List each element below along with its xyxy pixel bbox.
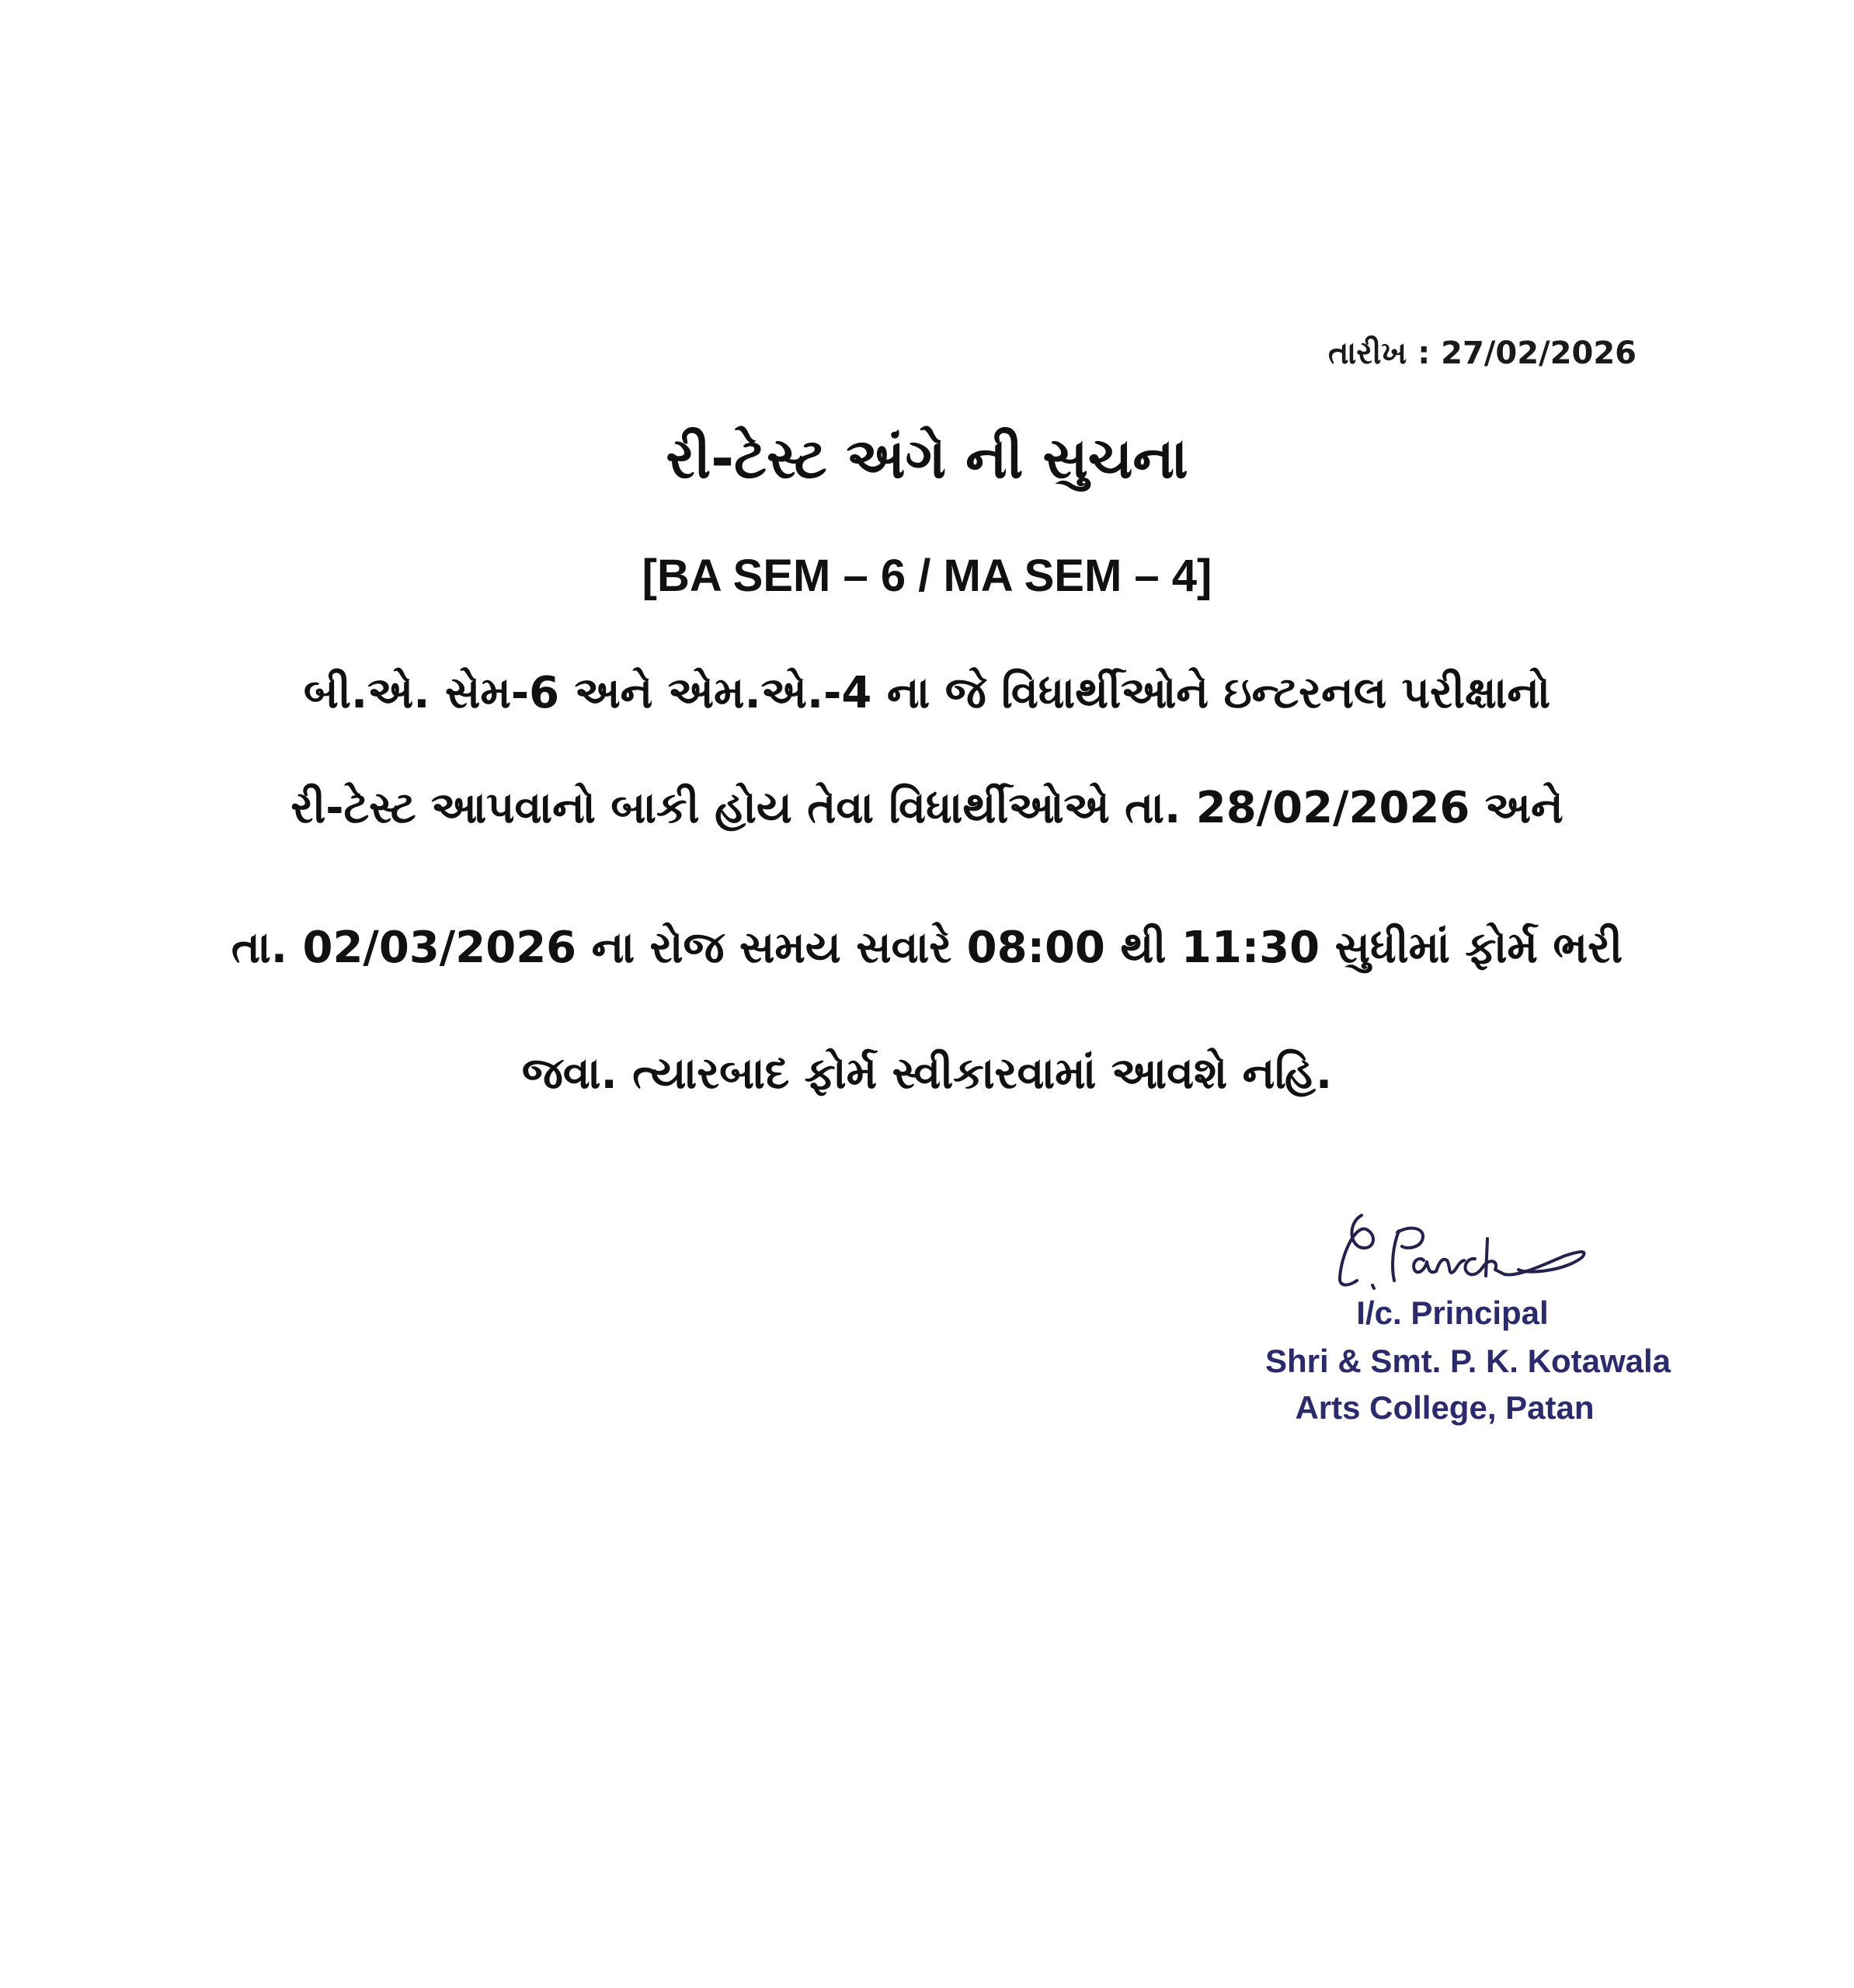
notice-date: તારીખ : 27/02/2026 [1327, 335, 1637, 371]
notice-subtitle: [BA SEM – 6 / MA SEM – 4] [642, 551, 1212, 601]
signature-block [1212, 1200, 1755, 1448]
notice-body-line-4: જવા. ત્યારબાદ ફોર્મ સ્વીકારવામાં આવશે નહિ. [521, 1048, 1333, 1099]
notice-title: રી-ટેસ્ટ અંગે ની સુચના [666, 426, 1188, 491]
stamp-institution-line-1: Shri & Smt. P. K. Kotawala [1264, 1343, 1671, 1379]
stamp-institution-line-2: Arts College, Patan [1295, 1389, 1595, 1426]
handwritten-signature [1332, 1200, 1643, 1301]
stamp-designation: I/c. Principal [1356, 1295, 1549, 1331]
notice-body-line-3: તા. 02/03/2026 ના રોજ સમય સવારે 08:00 થી 11:30 સુધીમાં ફોર્મ ભરી [231, 923, 1623, 973]
notice-body-line-1: બી.એ. સેમ-6 અને એમ.એ.-4 ના જે વિધાર્થીઓને ઇન્ટરનલ પરીક્ષાનો [303, 668, 1551, 718]
notice-body-line-2: રી-ટેસ્ટ આપવાનો બાકી હોય તેવા વિધાર્થીઓએ તા. 28/02/2026 અને [290, 783, 1564, 833]
